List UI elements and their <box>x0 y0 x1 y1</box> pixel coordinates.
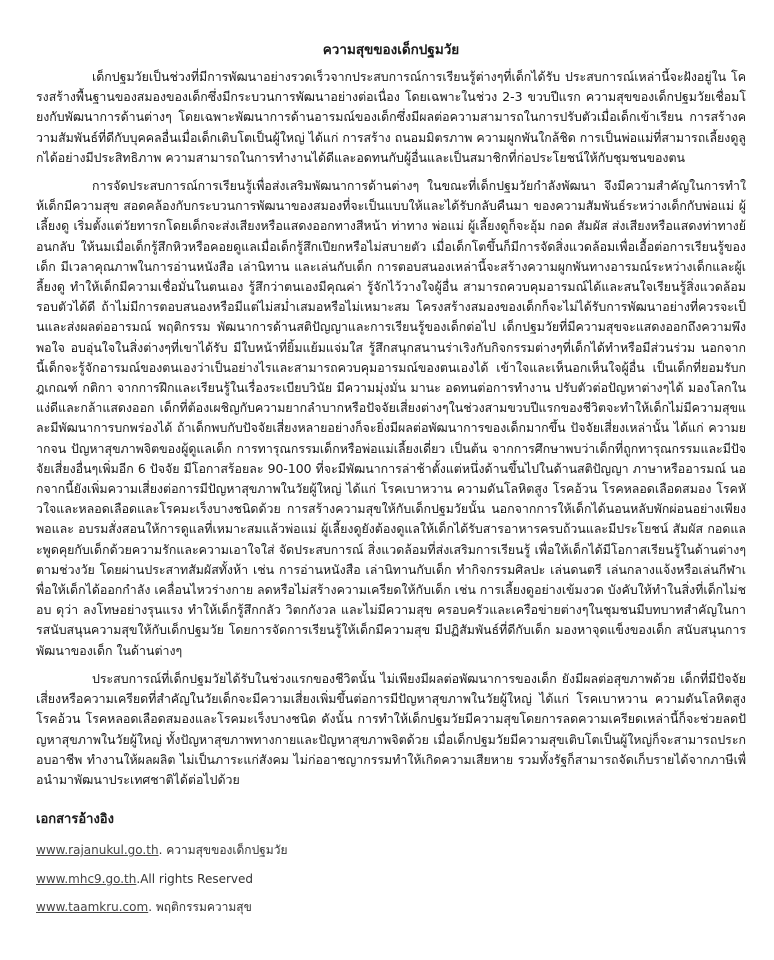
paragraph-2: การจัดประสบการณ์การเรียนรู้เพื่อส่งเสริมพัฒนาการด้านต่างๆ ในขณะที่เด็กปฐมวัยกำลังพัฒนา จึงมีความสำคัญในการทำให้เด็กมีความสุข สอดคล้องกับกระบวนการพัฒนาของสมองที่จะเป็นแบบให้และได้รับกลับคืนมา ของความสัมพันธ์ระหว่างเด็กกับพ่อแม่ ผู้เลี้ยงดู เริ่มตั้งแต่วัยทารกโดยเด็กจะส่งเสียงหรือแสดงออกทางสีหน้า ท่าทาง พ่อแม่ ผู้เลี้ยงดูก็จะอุ้ม กอด สัมผัส ส่งเสียงหรือแสดงท่าทางย้อนกลับ ให้นมเมื่อเด็กรู้สึกหิวหรือคอยดูแลเมื่อเด็กรู้สึกเปียกหรือไม่สบายตัว เมื่อเด็กโตขึ้นก็มีการจัดสิ่งแวดล้อมเพื่อเอื้อต่อการเรียนรู้ของเด็ก มีเวลาคุณภาพในการอ่านหนังสือ เล่านิทาน และเล่นกับเด็ก การตอบสนองเหล่านี้จะสร้างความผูกพันทางอารมณ์ระหว่างเด็กและผู้เลี้ยงดู ทำให้เด็กมีความเชื่อมั่นในตนเอง รู้สึกว่าตนเองมีคุณค่า รู้จักไว้วางใจผู้อื่น สามารถควบคุมอารมณ์ได้และสนใจเรียนรู้สิ่งแวดล้อมรอบตัวได้ดี ถ้าไม่มีการตอบสนองหรือมีแต่ไม่สม่ำเสมอหรือไม่เหมาะสม โครงสร้างสมองของเด็กก็จะไม่ได้รับการพัฒนาอย่างที่ควรจะเป็นและส่งผลต่ออารมณ์ พฤติกรรม พัฒนาการด้านสติปัญญาและการเรียนรู้ของเด็กต่อไป เด็กปฐมวัยที่มีความสุขจะแสดงออกถึงความพึงพอใจ อบอุ่นใจในสิ่งต่างๆที่เขาได้รับ มีใบหน้าที่ยิ้มแย้มแจ่มใส รู้สึกสนุกสนานร่าเริงกับกิจกรรมต่างๆที่เด็กได้ทำหรือมีส่วนร่วม นอกจากนี้เด็กจะรู้จักอารมณ์ของตนเองว่าเป็นอย่างไรและสามารถควบคุมอารมณ์ของตนเองได้ เข้าใจและเห็นอกเห็นใจผู้อื่น เป็นเด็กที่ยอมรับกฎเกณฑ์ กติกา จากการฝึกและเรียนรู้ในเรื่องระเบียบวินัย มีความมุ่งมั่น มานะ อดทนต่อการทำงาน ปรับตัวต่อปัญหาต่างๆได้ มองโลกในแง่ดีและกล้าแสดงออก เด็กที่ต้องเผชิญกับความยากลำบากหรือปัจจัยเสี่ยงต่างๆในช่วงสามขวบปีแรกของชีวิตจะทำให้เด็กไม่มีความสุขและมีพัฒนาการบกพร่องได้ ถ้าเด็กพบกับปัจจัยเสี่ยงหลายอย่างก็จะยิ่งมีผลต่อพัฒนาการของเด็กมากขึ้น ปัจจัยเสี่ยงเหล่านั้น ได้แก่ ความยากจน ปัญหาสุขภาพจิตของผู้ดูแลเด็ก การทารุณกรรมเด็กหรือพ่อแม่เลี้ยงเดี่ยว เป็นต้น จากการศึกษาพบว่าเด็กที่ถูกทารุณกรรมและมีปัจจัยเสี่ยงอื่นๆเพิ่มอีก 6 ปัจจัย มีโอกาสร้อยละ 90-100 ที่จะมีพัฒนาการล่าช้าตั้งแต่หนึ่งด้านขึ้นไปในด้านสติปัญญา ภาษาหรืออารมณ์ นอกจากนี้ยังเพิ่มความเสี่ยงต่อการมีปัญหาสุขภาพในวัยผู้ใหญ่ ได้แก่ โรคเบาหวาน ความดันโลหิตสูง โรคอ้วน โรคหลอดเลือดสมอง โรคหัวใจและหลอดเลือดและโรคมะเร็งบางชนิดด้วย การสร้างความสุขให้กับเด็กปฐมวัยนั้น นอกจากการให้เด็กได้นอนหลับพักผ่อนอย่างเพียงพอและ อบรมสั่งสอนให้การดูแลที่เหมาะสมแล้วพ่อแม่ ผู้เลี้ยงดูยังต้องดูแลให้เด็กได้รับสารอาหารครบถ้วนและมีประโยชน์ สัมผัส กอดและพูดคุยกับเด็กด้วยความรักและความเอาใจใส่ จัดประสบการณ์ สิ่งแวดล้อมที่ส่งเสริมการเรียนรู้ เพื่อให้เด็กได้มีโอกาสเรียนรู้ในด้านต่างๆตามช่วงวัย โดยผ่านประสาทสัมผัสทั้งห้า เช่น การอ่านหนังสือ เล่านิทานกับเด็ก ทำกิจกรรมศิลปะ เล่นดนตรี เล่นกลางแจ้งหรือเล่นกีฬาเพื่อให้เด็กได้ออกกำลัง เคลื่อนไหวร่างกาย ลดหรือไม่สร้างความเครียดให้กับเด็ก เช่น การเลี้ยงดูอย่างเข้มงวด บังคับให้ทำในสิ่งที่เด็กไม่ชอบ ดุว่า ลงโทษอย่างรุนแรง ทำให้เด็กรู้สึกกลัว วิตกกังวล และไม่มีความสุข ครอบครัวและเครือข่ายต่างๆในชุมชนมีบทบาทสำคัญในการสนับสนุนความสุขให้กับเด็กปฐมวัย โดยการจัดการเรียนรู้ให้เด็กมีความสุข มีปฏิสัมพันธ์ที่ดีกับเด็ก มองหาจุดแข็งของเด็ก สนับสนุนการพัฒนาของเด็ก ในด้านต่างๆ <box>36 178 746 658</box>
reference-link[interactable]: www.rajanukul.go.th <box>36 843 159 858</box>
paragraph-1: เด็กปฐมวัยเป็นช่วงที่มีการพัฒนาอย่างรวดเร็วจากประสบการณ์การเรียนรู้ต่างๆที่เด็กได้รับ ประสบการณ์เหล่านี้จะฝังอยู่ใน โครงสร้างพื้นฐานของสมองของเด็กซึ่งมีกระบวนการพัฒนาอย่างต่อเนื่อง โดยเฉพาะในช่วง 2-3 ขวบปีแรก ความสุขของเด็กปฐมวัยเชื่อมโยงกับพัฒนาการด้านต่างๆ โดยเฉพาะพัฒนาการด้านอารมณ์ของเด็กซึ่งมีผลต่อความสามารถในการปรับตัวเมื่อเด็กเข้าเรียน การสร้างความสัมพันธ์ที่ดีกับบุคคลอื่นเมื่อเด็กเติบโตเป็นผู้ใหญ่ ได้แก่ การสร้าง ถนอมมิตรภาพ ความผูกพันใกล้ชิด การเป็นพ่อแม่ที่สามารถเลี้ยงดูลูกได้อย่างมีประสิทธิภาพ ความสามารถในการทำงานได้ดีและอดทนกับผู้อื่นและเป็นสมาชิกที่ก่อประโยชน์ให้กับชุมชนของตน <box>36 69 746 165</box>
reference-text: . พฤติกรรมความสุข <box>148 900 252 915</box>
reference-link[interactable]: www.mhc9.go.th <box>36 872 137 887</box>
reference-item <box>36 898 746 917</box>
reference-text: . ความสุขของเด็กปฐมวัย <box>158 843 288 858</box>
references-heading: เอกสารอ้างอิง <box>36 812 114 828</box>
reference-link[interactable]: www.taamkru.com <box>36 900 149 915</box>
reference-item <box>36 841 746 860</box>
reference-item <box>36 872 746 886</box>
paragraph-3: ประสบการณ์ที่เด็กปฐมวัยได้รับในช่วงแรกของชีวิตนั้น ไม่เพียงมีผลต่อพัฒนาการของเด็ก ยังมีผลต่อสุขภาพด้วย เด็กที่มีปัจจัยเสี่ยงหรือความเครียดที่สำคัญในวัยเด็กจะมีความเสี่ยงเพิ่มขึ้นต่อการมีปัญหาสุขภาพในวัยผู้ใหญ่ ได้แก่ โรคเบาหวาน ความดันโลหิตสูง โรคอ้วน โรคหลอดเลือดสมองและโรคมะเร็งบางชนิด ดังนั้น การทำให้เด็กปฐมวัยมีความสุขโดยการลดความเครียดเหล่านี้ก็จะช่วยลดปัญหาสุขภาพในวัยผู้ใหญ่ ทั้งปัญหาสุขภาพทางกายและปัญหาสุขภาพจิตด้วย เมื่อเด็กปฐมวัยมีความสุขเติบโตเป็นผู้ใหญ่ก็จะสามารถประกอบอาชีพ ทำงานให้ผลผลิต ไม่เป็นภาระแก่สังคม ไม่ก่ออาชญากรรมทำให้เกิดความเสียหาย รวมทั้งรัฐก็สามารถจัดเก็บรายได้จากภาษีเพื่อนำมาพัฒนาประเทศชาติได้ต่อไปด้วย <box>36 670 746 787</box>
reference-text: .All rights Reserved <box>136 872 253 887</box>
page-title: ความสุขของเด็กปฐมวัย <box>322 42 460 58</box>
